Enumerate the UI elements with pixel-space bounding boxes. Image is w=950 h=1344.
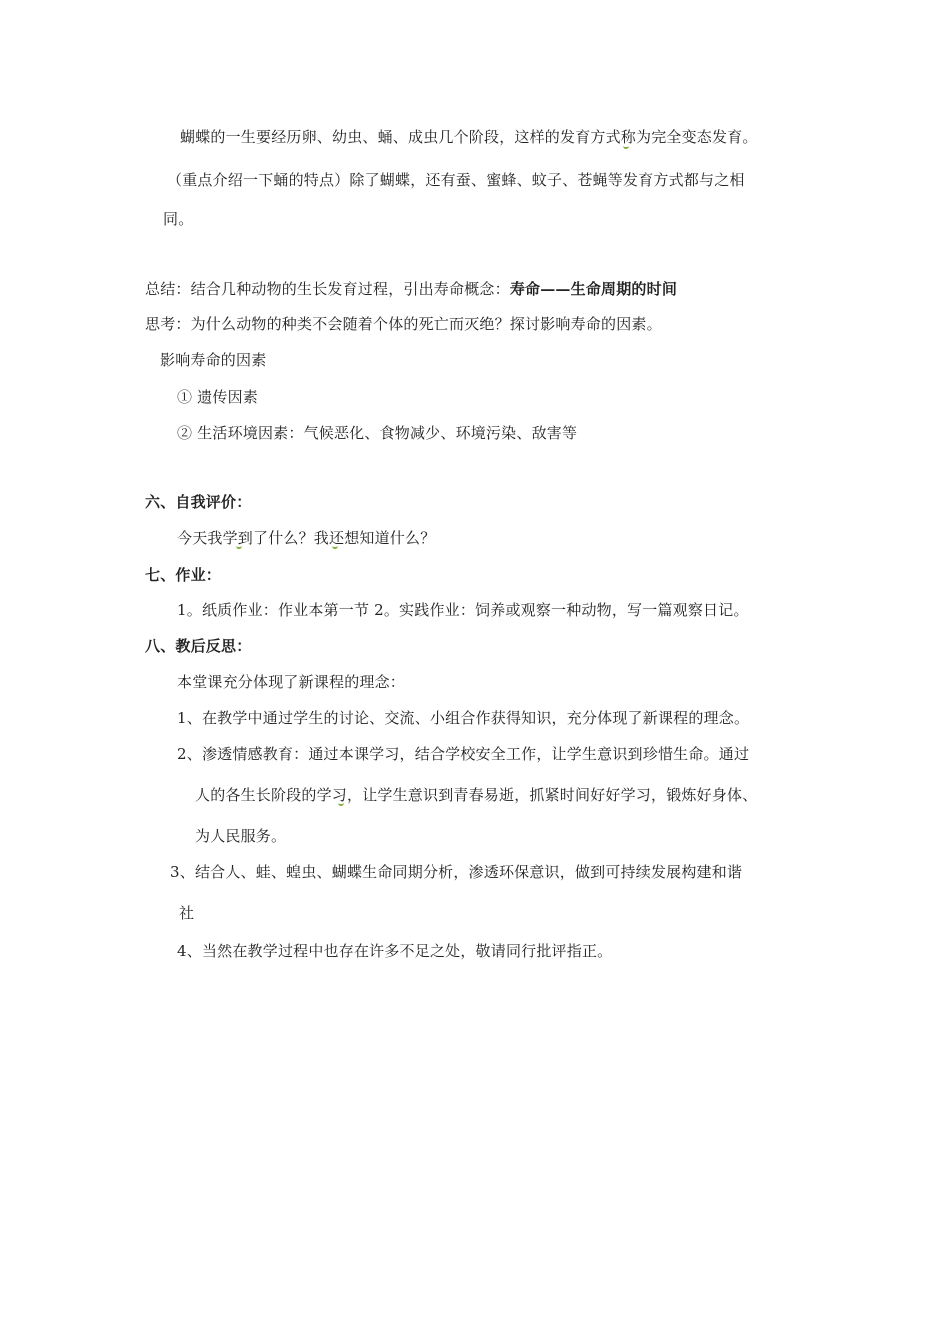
proofing-mark: [332, 544, 338, 549]
summary-line: [145, 279, 677, 299]
summary-prefix: 总结：结合几种动物的生长发育过程，引出寿命概念：: [145, 280, 510, 298]
section-7-text: 1。纸质作业：作业本第一节 2。实践作业：饲养或观察一种动物，写一篇观察日记。: [177, 601, 749, 619]
factor-item: ② 生活环境因素：气候恶化、食物减少、环境污染、敌害等: [177, 424, 578, 442]
reflection-item-2-line-2: 人的各生长阶段的学习，让学生意识到青春易逝，抓紧时间好好学习，锻炼好身体、: [195, 786, 758, 804]
reflection-item-4: 4、当然在教学过程中也存在许多不足之处，敬请同行批评指正。: [177, 942, 613, 960]
reflection-item-1: 1、在教学中通过学生的讨论、交流、小组合作获得知识，充分体现了新课程的理念。: [177, 709, 750, 727]
proofing-mark: [338, 801, 344, 806]
section-7-heading: 七、作业：: [145, 566, 222, 584]
section-8-intro: 本堂课充分体现了新课程的理念：: [177, 673, 406, 691]
section-6-text: 今天我学到了什么？我还想知道什么？: [177, 529, 436, 547]
intro-line-1: 蝴蝶的一生要经历卵、幼虫、蛹、成虫几个阶段，这样的发育方式称为完全变态发育。: [180, 128, 758, 146]
factors-title: 影响寿命的因素: [160, 351, 267, 369]
thinking-line: 思考：为什么动物的种类不会随着个体的死亡而灭绝？探讨影响寿命的因素。: [145, 315, 662, 333]
factor-item: ① 遗传因素: [177, 388, 258, 406]
section-6-heading: 六、自我评价：: [145, 493, 252, 511]
reflection-item-2-line-1: 2、渗透情感教育：通过本课学习，结合学校安全工作，让学生意识到珍惜生命。通过: [177, 745, 750, 763]
proofing-mark: [236, 544, 242, 549]
reflection-item-2-line-3: 为人民服务。: [195, 827, 287, 845]
reflection-item-3-line-1: 3、结合人、蛙、蝗虫、蝴蝶生命同期分析，渗透环保意识，做到可持续发展构建和谐: [170, 863, 743, 881]
proofing-mark: [623, 144, 629, 149]
reflection-item-3-line-2: 社: [179, 904, 195, 922]
intro-line-3: 同。: [163, 210, 194, 228]
intro-line-2: （重点介绍一下蛹的特点）除了蝴蝶，还有蚕、蜜蜂、蚊子、苍蝇等发育方式都与之相: [167, 171, 745, 189]
section-8-heading: 八、教后反思：: [145, 637, 252, 655]
lifespan-definition: 寿命——生命周期的时间: [509, 280, 678, 298]
